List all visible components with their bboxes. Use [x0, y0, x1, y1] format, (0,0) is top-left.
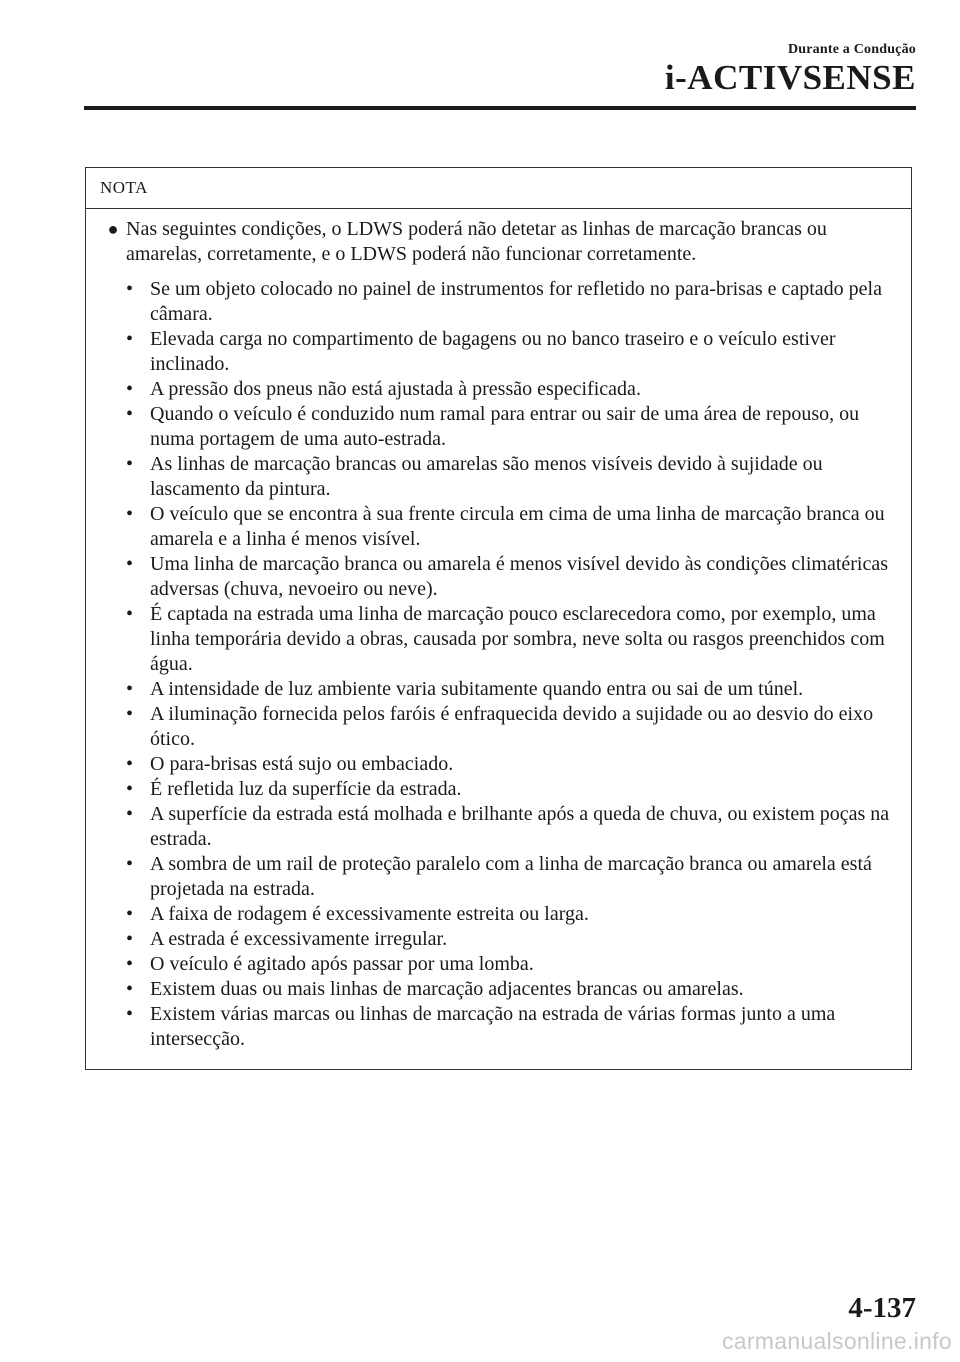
bullet-icon: •	[126, 603, 134, 625]
condition-list-item	[122, 952, 897, 977]
bullet-icon: •	[126, 328, 134, 350]
condition-text: O para-brisas está sujo ou embaciado.	[150, 753, 454, 775]
condition-list-item	[122, 402, 897, 452]
condition-text: A superfície da estrada está molhada e brilhante após a queda de chuva, ou existem poças na estrada.	[150, 803, 890, 850]
condition-text: É refletida luz da superfície da estrada.	[150, 778, 462, 800]
bullet-icon: •	[126, 503, 134, 525]
condition-list-item	[122, 902, 897, 927]
condition-text: A sombra de um rail de proteção paralelo com a linha de marcação branca ou amarela está projetada na estrada.	[150, 853, 872, 900]
condition-text: As linhas de marcação brancas ou amarelas são menos visíveis devido à sujidade ou lascamento da pintura.	[150, 453, 823, 500]
bullet-icon: •	[126, 928, 134, 950]
section-title: Durante a Condução	[787, 42, 916, 57]
condition-text: Se um objeto colocado no painel de instrumentos for refletido no para-brisas e captado pela câmara.	[150, 278, 882, 325]
condition-list-item	[122, 502, 897, 552]
note-box	[85, 167, 912, 1070]
condition-text: O veículo é agitado após passar por uma lomba.	[150, 953, 534, 975]
bullet-icon: •	[126, 853, 134, 875]
condition-list-item	[122, 927, 897, 952]
condition-text: A estrada é excessivamente irregular.	[150, 928, 448, 950]
condition-text: Uma linha de marcação branca ou amarela é menos visível devido às condições climatéricas adversas (chuva, nevoeiro ou neve).	[150, 553, 889, 600]
condition-list-item	[122, 852, 897, 902]
bullet-icon: •	[126, 378, 134, 400]
condition-list-item	[122, 377, 897, 402]
bullet-icon: •	[126, 1003, 134, 1025]
bullet-icon: •	[126, 778, 134, 800]
bullet-icon: •	[126, 953, 134, 975]
condition-list-item	[122, 277, 897, 327]
condition-text: Existem duas ou mais linhas de marcação adjacentes brancas ou amarelas.	[150, 978, 744, 1000]
condition-text: A intensidade de luz ambiente varia subitamente quando entra ou sai de um túnel.	[150, 678, 804, 700]
condition-list-item	[122, 327, 897, 377]
bullet-icon: •	[126, 978, 134, 1000]
condition-list-item	[122, 752, 897, 777]
bullet-icon: •	[126, 553, 134, 575]
condition-text: A iluminação fornecida pelos faróis é enfraquecida devido a sujidade ou ao desvio do eixo ótico.	[150, 703, 874, 750]
chapter-title: i-ACTIVSENSE	[664, 58, 916, 97]
note-body	[86, 209, 911, 1052]
bullet-icon: •	[126, 278, 134, 300]
bullet-icon: •	[126, 678, 134, 700]
note-heading: NOTA	[86, 168, 911, 209]
bullet-icon: •	[126, 703, 134, 725]
bullet-icon: •	[126, 753, 134, 775]
condition-text: O veículo que se encontra à sua frente circula em cima de uma linha de marcação branca ou amarela e a linha é menos visível.	[150, 503, 885, 550]
condition-list-item	[122, 1002, 897, 1052]
condition-list-item	[122, 677, 897, 702]
main-item-text: Nas seguintes condições, o LDWS poderá não detetar as linhas de marcação brancas ou amarelas, corretamente, e o LDWS poderá não funcionar corretamente.	[126, 218, 827, 265]
bullet-icon: •	[126, 803, 134, 825]
condition-list	[98, 277, 897, 1052]
condition-list-item	[122, 552, 897, 602]
condition-list-item	[122, 977, 897, 1002]
condition-text: A faixa de rodagem é excessivamente estreita ou larga.	[150, 903, 589, 925]
condition-list-item	[122, 802, 897, 852]
condition-text: A pressão dos pneus não está ajustada à pressão especificada.	[150, 378, 641, 400]
page-number: 4-137	[848, 1292, 916, 1324]
bullet-icon: •	[126, 453, 134, 475]
condition-text: É captada na estrada uma linha de marcação pouco esclarecedora como, por exemplo, uma linha temporária devido a obras, causada por sombra, neve solta ou rasgos preenchidos com água.	[150, 603, 885, 675]
condition-text: Elevada carga no compartimento de bagagens ou no banco traseiro e o veículo estiver inclinado.	[150, 328, 836, 375]
condition-text: Quando o veículo é conduzido num ramal para entrar ou sair de uma área de repouso, ou numa portagem de uma auto-estrada.	[150, 403, 860, 450]
condition-list-item	[122, 452, 897, 502]
bullet-icon: •	[126, 903, 134, 925]
watermark: carmanualsonline.info	[721, 1328, 952, 1354]
bullet-icon: •	[126, 403, 134, 425]
condition-list-item	[122, 777, 897, 802]
header-divider	[84, 106, 916, 110]
condition-list-item	[122, 702, 897, 752]
filled-circle-bullet-icon: ●	[107, 219, 119, 239]
main-list-item	[98, 217, 897, 267]
condition-list-item	[122, 602, 897, 677]
condition-text: Existem várias marcas ou linhas de marcação na estrada de várias formas junto a uma intersecção.	[150, 1003, 836, 1050]
